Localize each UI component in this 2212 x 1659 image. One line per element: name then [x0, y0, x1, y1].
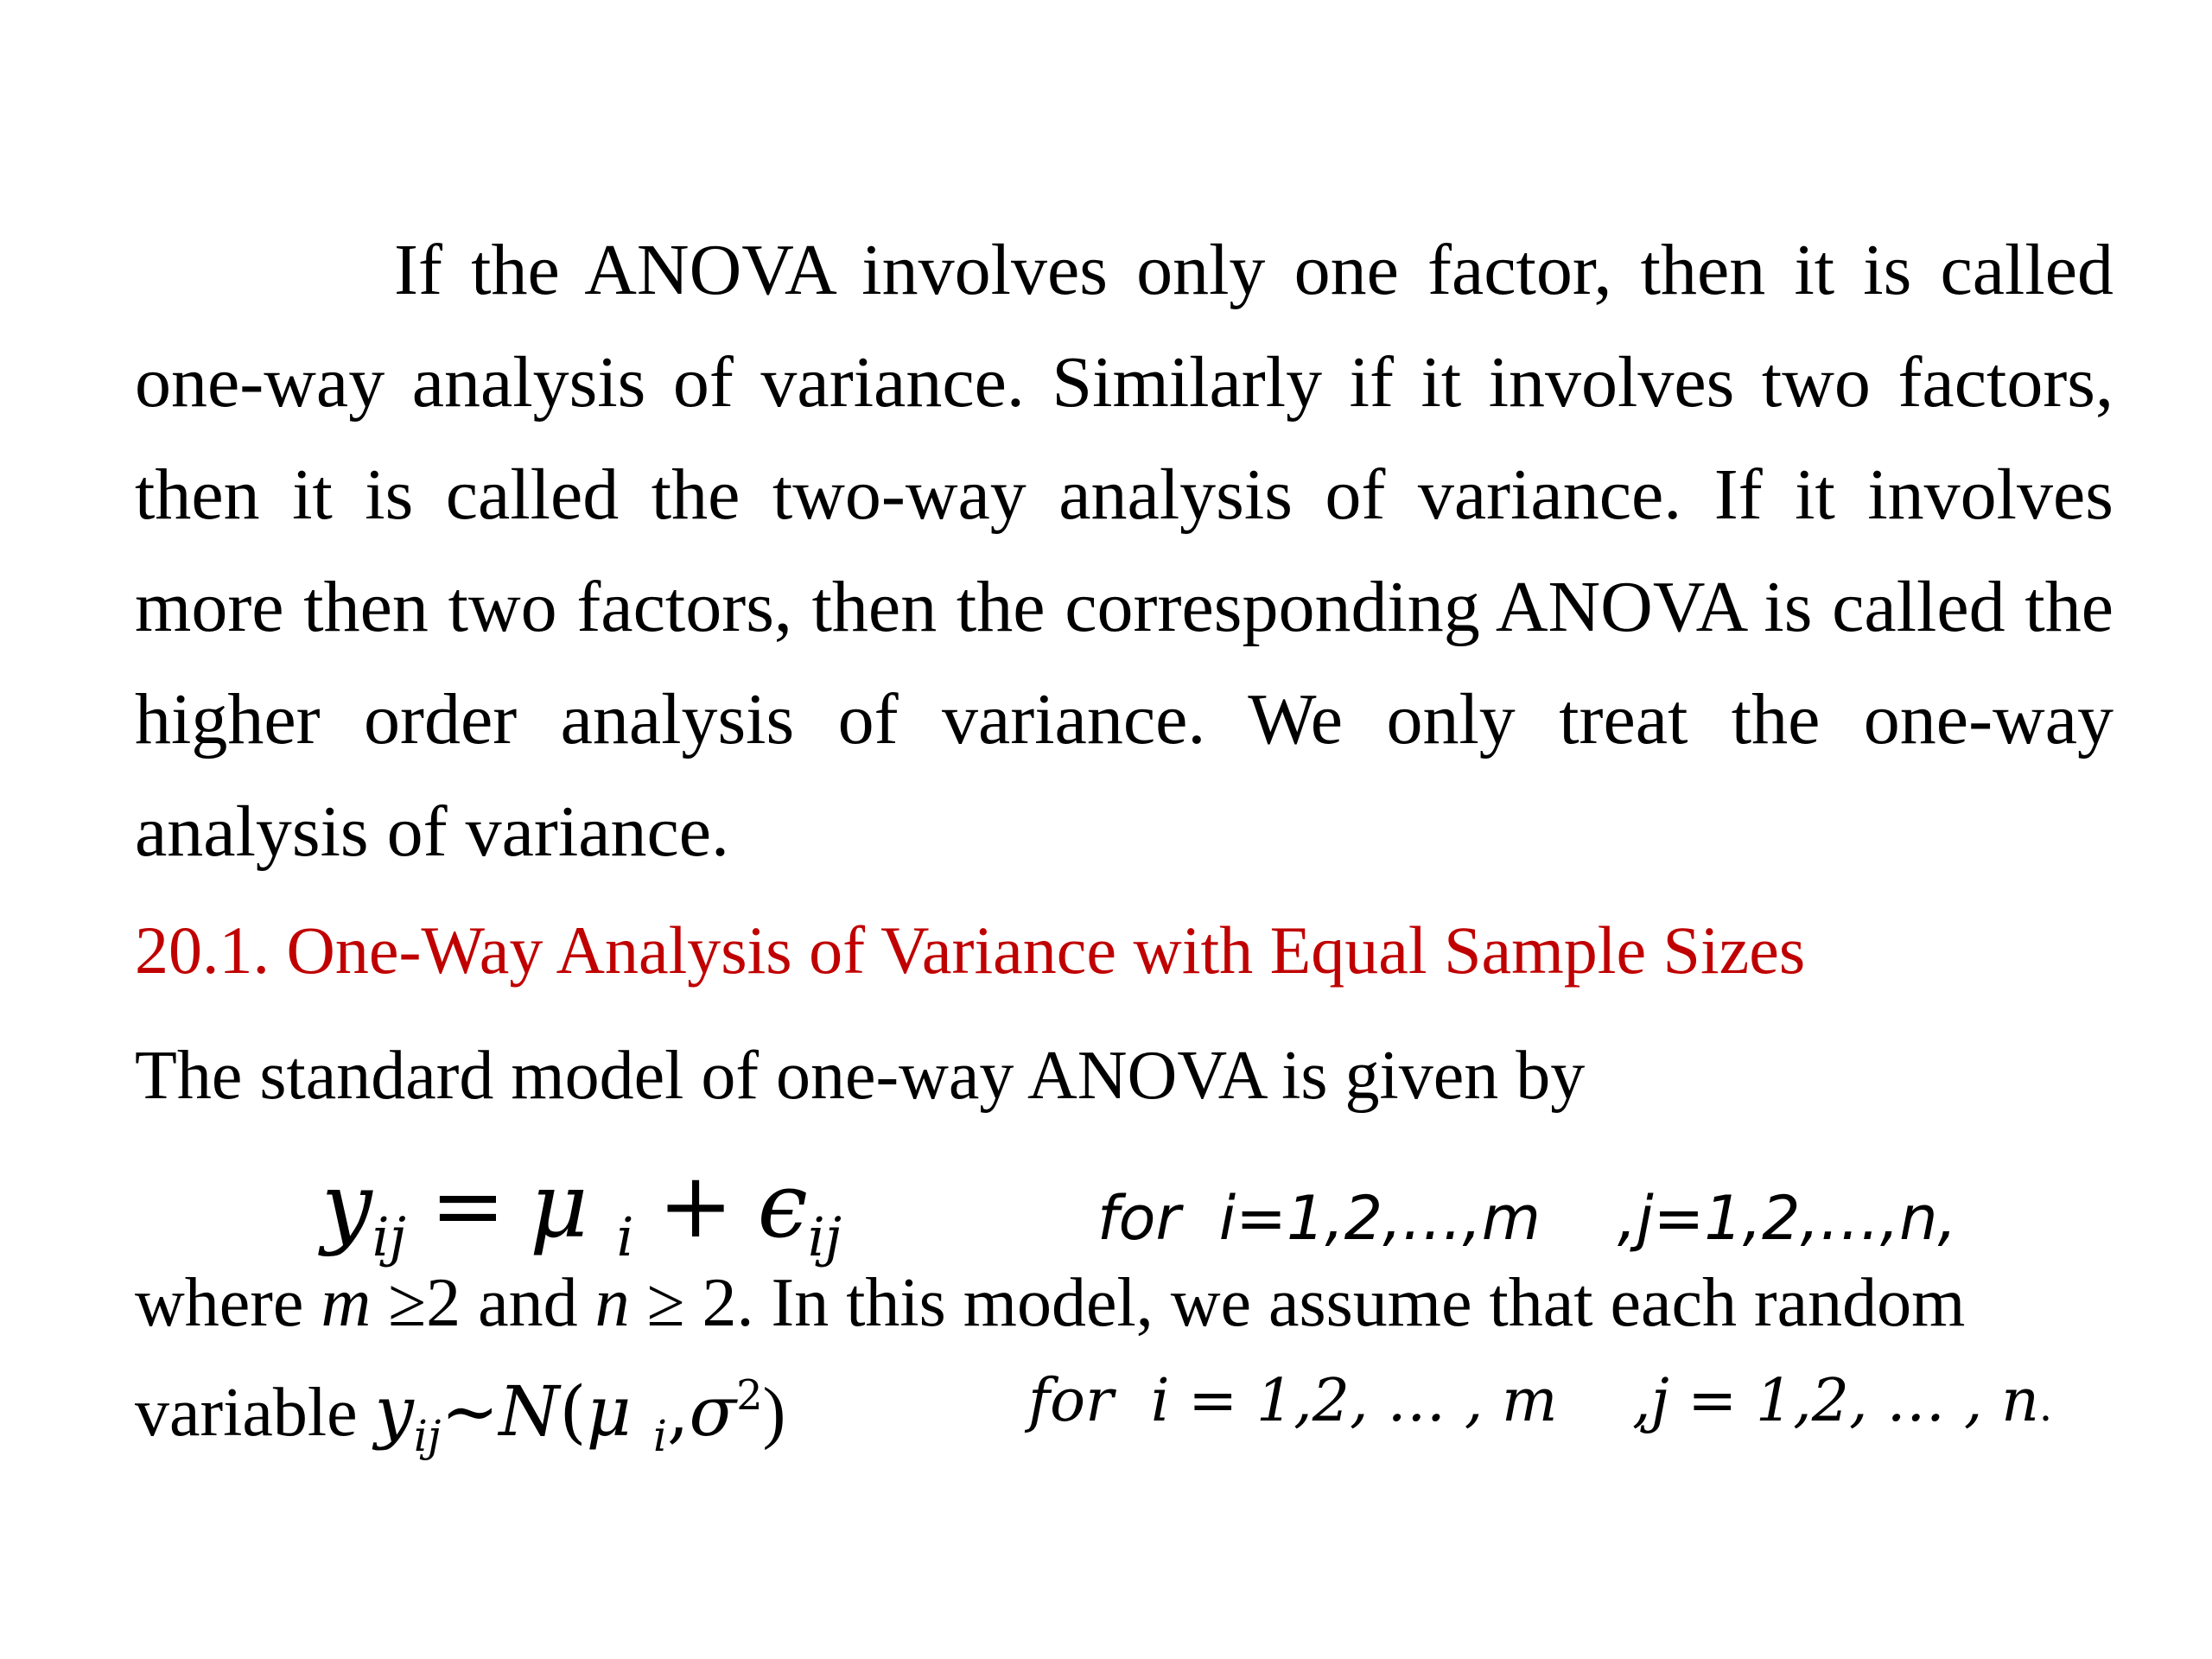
cond1-for: for [1097, 1183, 1181, 1254]
var-tilde: ∼ [441, 1371, 499, 1452]
equation-index-condition [1097, 1175, 1957, 1262]
where-n: n [594, 1265, 630, 1341]
distribution-index-condition [1028, 1358, 2052, 1450]
eq-y-subscript: ij [372, 1205, 406, 1268]
eq-equals: = [429, 1153, 505, 1258]
section-heading: 20.1. One-Way Analysis of Variance with Equal Sample Sizes [135, 912, 1806, 988]
where-text-1: where [135, 1265, 321, 1341]
var-sigma-superscript: 2 [736, 1371, 763, 1420]
intro-paragraph: If the ANOVA involves only one factor, then it is called one-way analysis of variance. Similarly if it involves two factors, then it is called the two-way analysis of variance. If it involves more then two factors, then the corresponding ANOVA is called the higher order analysis of variance. We only treat the one-way analysis of variance. [135, 230, 2113, 872]
var-close-paren: ) [762, 1375, 786, 1451]
cond2-for: for [1028, 1367, 1114, 1435]
eq-epsilon: ϵ [757, 1153, 808, 1258]
cond2-period: . [2038, 1382, 2053, 1431]
var-open-paren: ( [559, 1371, 587, 1452]
where-line [135, 1260, 1965, 1346]
model-intro-text: The standard model of one-way ANOVA is given by [135, 1038, 1586, 1114]
eq-epsilon-subscript: ij [807, 1205, 842, 1268]
var-y-subscript: ij [413, 1411, 442, 1461]
eq-mu: μ [529, 1153, 588, 1258]
where-m: m [321, 1265, 372, 1341]
var-sigma: σ [689, 1371, 737, 1452]
eq-plus: + [658, 1153, 734, 1258]
cond2-j-range: ,j = 1,2, … , n [1631, 1367, 2039, 1435]
var-mu: μ [586, 1371, 632, 1452]
eq-mu-subscript: i [616, 1205, 634, 1268]
cond1-j-range: ,j=1,2,…,n, [1617, 1183, 1957, 1254]
where-text-3: ≥ 2. In this model, we assume that each random [629, 1265, 1966, 1341]
variable-distribution-line [135, 1348, 785, 1484]
var-mu-subscript: i [653, 1411, 668, 1461]
cond1-i-range: i=1,2,…,m [1218, 1183, 1541, 1254]
variable-label: variable [135, 1375, 375, 1451]
eq-y: y [321, 1153, 372, 1258]
var-y: y [374, 1371, 414, 1452]
var-N: N [499, 1371, 560, 1452]
cond2-i-range: i = 1,2, … , m [1150, 1367, 1558, 1435]
var-comma: , [667, 1371, 690, 1452]
where-text-2: ≥2 and [371, 1265, 595, 1341]
